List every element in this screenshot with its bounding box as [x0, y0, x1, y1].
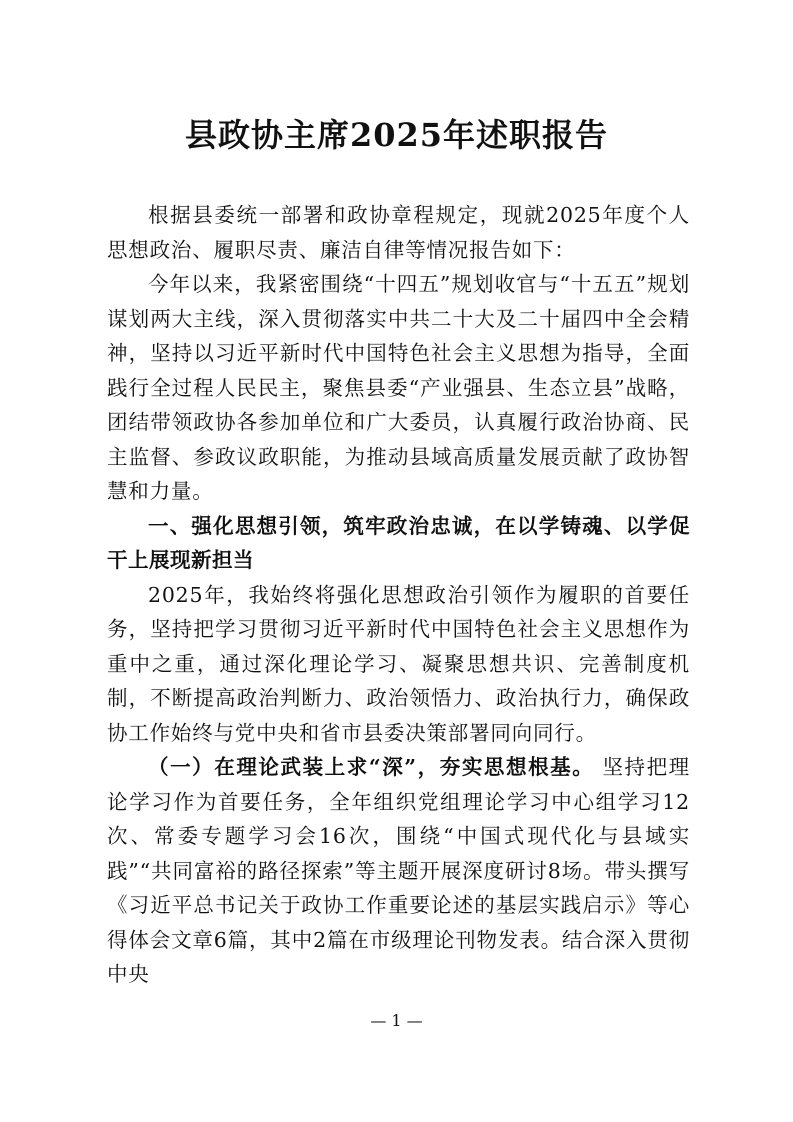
subsection-1-body: 坚持把理论学习作为首要任务，全年组织党组理论学习中心组学习12次、常委专题学习会16次，围绕“中国式现代化与县域实践”“共同富裕的路径探索”等主题开展深度研讨8场。带头撰写《习近平总书记关于政协工作重要论述的基层实践启示》等心得体会文章6篇，其中2篇在市级理论刊物发表。结合深入贯彻中央: [107, 755, 690, 986]
document-body: [107, 198, 690, 992]
section-1-paragraph: 2025年，我始终将强化思想政治引领作为履职的首要任务，坚持把学习贯彻习近平新时代中国特色社会主义思想作为重中之重，通过深化理论学习、凝聚思想共识、完善制度机制，不断提高政治判断力、政治领悟力、政治执行力，确保政协工作始终与党中央和省市县委决策部署同向同行。: [107, 582, 690, 745]
intro-paragraph: 根据县委统一部署和政协章程规定，现就2025年度个人思想政治、履职尽责、廉洁自律等情况报告如下：: [107, 203, 690, 262]
overview-paragraph: 今年以来，我紧密围绕“十四五”规划收官与“十五五”规划谋划两大主线，深入贯彻落实中共二十大及二十届四中全会精神，坚持以习近平新时代中国特色社会主义思想为指导，全面践行全过程人民民主，聚焦县委“产业强县、生态立县”战略，团结带领政协各参加单位和广大委员，认真履行政治协商、民主监督、参政议政职能，为推动县域高质量发展贡献了政协智慧和力量。: [107, 272, 690, 503]
section-1-heading: 一、强化思想引领，筑牢政治忠诚，在以学铸魂、以学促干上展现新担当: [107, 513, 690, 572]
page-number: — 1 —: [370, 1011, 423, 1030]
document-title: 县政协主席2025年述职报告: [184, 116, 609, 154]
subsection-1-heading: （一）在理论武装上求“深”，夯实思想根基。: [148, 755, 595, 779]
subsection-1-paragraph: [107, 750, 690, 992]
